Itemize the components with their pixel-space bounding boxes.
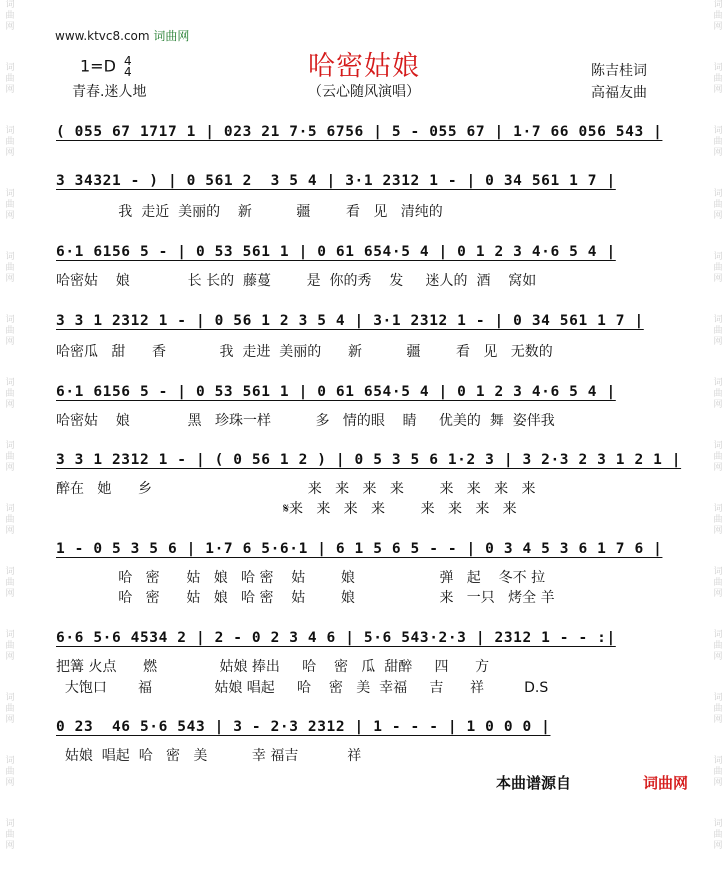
lyricist: 陈吉桂词	[591, 63, 647, 79]
notation-line-5: 6·1 6156 5 - | 0 53 561 1 | 0 61 654·5 4 | 0 1 2 3 4·6 5 4 |	[56, 384, 616, 400]
notation-line-8: 6·6 5·6 4534 2 | 2 - 0 2 3 4 6 | 5·6 543·2·3 | 2312 1 - - :|	[56, 630, 616, 646]
watermark-text: 词 曲 网	[713, 63, 723, 95]
composer: 高福友曲	[591, 85, 647, 101]
watermark-text: 词 曲 网	[713, 504, 723, 536]
watermark-text: 词 曲 网	[5, 567, 15, 599]
time-sig-top: 4	[124, 54, 132, 68]
watermark-text: 词 曲 网	[5, 504, 15, 536]
source-label: 本曲谱源自	[496, 774, 572, 792]
style-tag: 青春.迷人地	[72, 84, 147, 100]
key-signature	[80, 56, 132, 78]
lyric-line-4: 哈密瓜 甜 香 我 走进 美丽的 新 疆 看 见 无数的	[56, 344, 553, 360]
notation-line-7: 1 - 0 5 3 5 6 | 1·7 6 5·6·1 | 6 1 5 6 5 - - | 0 3 4 5 3 6 1 7 6 |	[56, 541, 663, 557]
watermark-text: 词 曲 网	[713, 189, 723, 221]
notation-line-2: 3 34321 - ) | 0 561 2 3 5 4 | 3·1 2312 1 - | 0 34 561 1 7 |	[56, 173, 616, 189]
key-label: 1=D	[80, 56, 116, 76]
lyric-line-7a: 哈 密 姑 娘 哈 密 姑 娘 弹 起 冬不 拉	[56, 570, 546, 586]
watermark-text: 词 曲 网	[5, 0, 15, 32]
song-title: 哈密姑娘	[308, 51, 420, 82]
watermark-text: 词 曲 网	[5, 252, 15, 284]
watermark-text: 词 曲 网	[713, 630, 723, 662]
lyric-line-6a: 醉在 她 乡 来 来 来 来 来 来 来 来	[56, 481, 536, 497]
watermark-text: 词 曲 网	[5, 126, 15, 158]
watermark-text: 词 曲 网	[713, 252, 723, 284]
lyric-line-8b: 大饱口 福 姑娘 唱起 哈 密 美 幸福 吉 祥 D.S	[56, 680, 549, 696]
watermark-text: 词 曲 网	[713, 567, 723, 599]
notation-line-1: ( 055 67 1717 1 | 023 21 7·5 6756 | 5 - 055 67 | 1·7 66 056 543 |	[56, 124, 663, 140]
watermark-text: 词 曲 网	[713, 378, 723, 410]
site-url-text[interactable]: www.ktvc8.com	[55, 29, 150, 43]
watermark-text: 词 曲 网	[5, 63, 15, 95]
lyric-line-7b: 哈 密 姑 娘 哈 密 姑 娘 来 一只 烤全 羊	[56, 590, 555, 606]
watermark-text: 词 曲 网	[5, 693, 15, 725]
lyric-line-8a: 把篝 火点 燃 姑娘 捧出 哈 密 瓜 甜醉 四 方	[56, 659, 490, 675]
watermark-text: 词 曲 网	[5, 819, 15, 851]
time-signature	[124, 56, 132, 78]
notation-line-3: 6·1 6156 5 - | 0 53 561 1 | 0 61 654·5 4 | 0 1 2 3 4·6 5 4 |	[56, 244, 616, 260]
watermark-text: 词 曲 网	[713, 756, 723, 788]
site-url[interactable]	[55, 27, 189, 44]
watermark-text: 词 曲 网	[5, 441, 15, 473]
watermark-text: 词 曲 网	[713, 441, 723, 473]
watermark-text: 词 曲 网	[5, 378, 15, 410]
watermark-text: 词 曲 网	[713, 126, 723, 158]
notation-line-9: 0 23 46 5·6 543 | 3 - 2·3 2312 | 1 - - - | 1 0 0 0 |	[56, 719, 551, 735]
site-name: 词曲网	[153, 29, 190, 43]
watermark-text: 词 曲 网	[713, 819, 723, 851]
notation-line-6: 3 3 1 2312 1 - | ( 0 56 1 2 ) | 0 5 3 5 6 1·2 3 | 3 2·3 2 3 1 2 1 |	[56, 452, 682, 468]
watermark-text: 词 曲 网	[5, 630, 15, 662]
watermark-column-left	[2, 0, 18, 882]
watermark-text: 词 曲 网	[713, 0, 723, 32]
watermark-text: 词 曲 网	[713, 693, 723, 725]
lyric-line-9: 姑娘 唱起 哈 密 美 幸 福吉 祥	[56, 748, 362, 764]
performer-subtitle: （云心随风演唱）	[308, 84, 420, 100]
site-logo[interactable]: 词曲网	[643, 774, 689, 792]
lyric-line-2: 我 走近 美丽的 新 疆 看 见 清纯的	[56, 204, 443, 220]
lyric-line-6b: 𝄋来 来 来 来 来 来 来 来	[56, 501, 517, 517]
watermark-text: 词 曲 网	[5, 315, 15, 347]
watermark-text: 词 曲 网	[5, 189, 15, 221]
lyric-line-3: 哈密姑 娘 长 长的 藤蔓 是 你的秀 发 迷人的 酒 窝如	[56, 273, 537, 289]
lyric-line-5: 哈密姑 娘 黑 珍珠一样 多 情的眼 睛 优美的 舞 姿伴我	[56, 413, 555, 429]
watermark-text: 词 曲 网	[713, 315, 723, 347]
notation-line-4: 3 3 1 2312 1 - | 0 56 1 2 3 5 4 | 3·1 2312 1 - | 0 34 561 1 7 |	[56, 313, 644, 329]
watermark-text: 词 曲 网	[5, 756, 15, 788]
watermark-column-right	[710, 0, 726, 882]
time-sig-bottom: 4	[124, 65, 132, 79]
